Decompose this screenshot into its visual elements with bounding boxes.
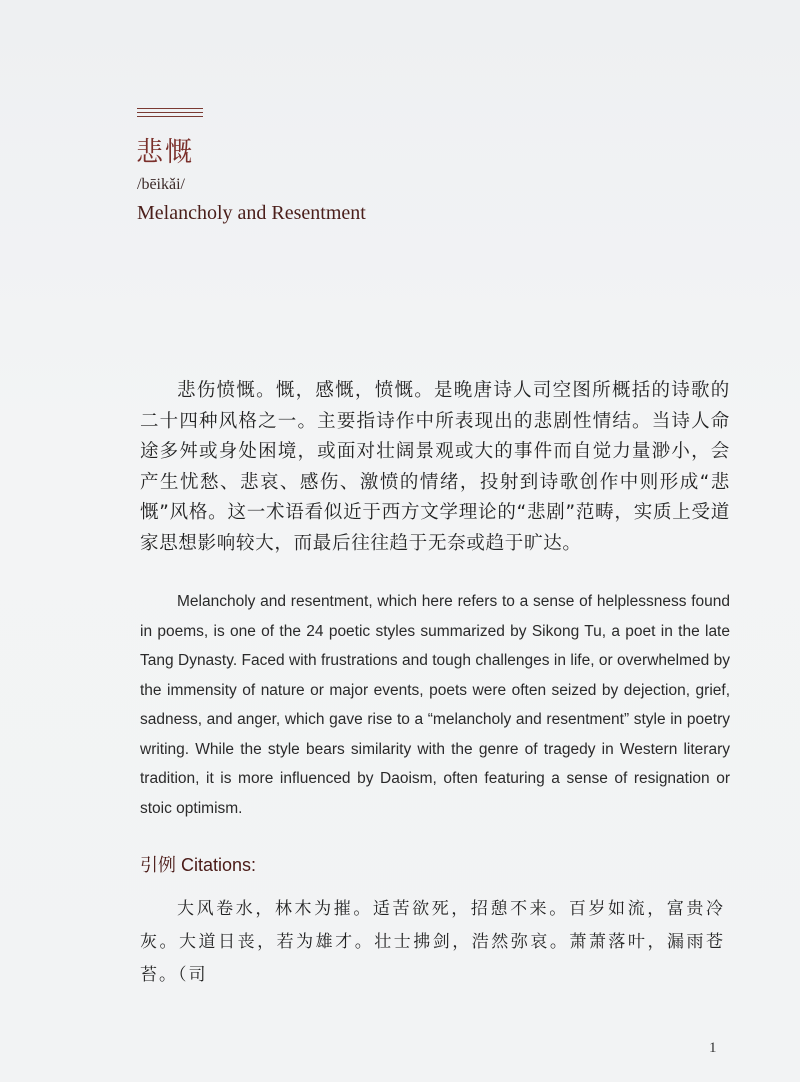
citations-heading: 引例 Citations: bbox=[140, 855, 257, 875]
term-title: 悲慨 bbox=[136, 137, 194, 168]
term-pinyin: /bēikǎi/ bbox=[137, 176, 185, 193]
term-english: Melancholy and Resentment bbox=[137, 202, 366, 224]
decorative-rule bbox=[137, 108, 203, 120]
citation-text: 大风卷水，林木为摧。适苦欲死，招憩不来。百岁如流，富贵冷灰。大道日丧，若为雄才。壮士拂剑，浩然弥哀。萧萧落叶，漏雨苍苔。（司 bbox=[140, 899, 725, 985]
english-definition: Melancholy and resentment, which here refers to a sense of helplessness found in poems, is one of the 24 poetic styles summarized by Sikong Tu, a poet in the late Tang Dynasty. Faced with frustrations and tough challenges in life, or overwhelmed by the immensity of nature or major events, poets were often seized by dejection, grief, sadness, and anger, which gave rise to a “melancholy and resentment” style in poetry writing. While the style bears similarity with the genre of tragedy in Western literary tradition, it is more influenced by Daoism, often featuring a sense of resignation or stoic optimism. bbox=[140, 593, 730, 817]
page-number: 1 bbox=[709, 1040, 717, 1056]
chinese-definition: 悲伤愤慨。慨，感慨，愤慨。是晚唐诗人司空图所概括的诗歌的二十四种风格之一。主要指诗作中所表现出的悲剧性情结。当诗人命途多舛或身处困境，或面对壮阔景观或大的事件而自觉力量渺小，会产生忧愁、悲哀、感伤、激愤的情绪，投射到诗歌创作中则形成“悲慨”风格。这一术语看似近于西方文学理论的“悲剧”范畴，实质上受道家思想影响较大，而最后往往趋于无奈或趋于旷达。 bbox=[140, 380, 730, 554]
